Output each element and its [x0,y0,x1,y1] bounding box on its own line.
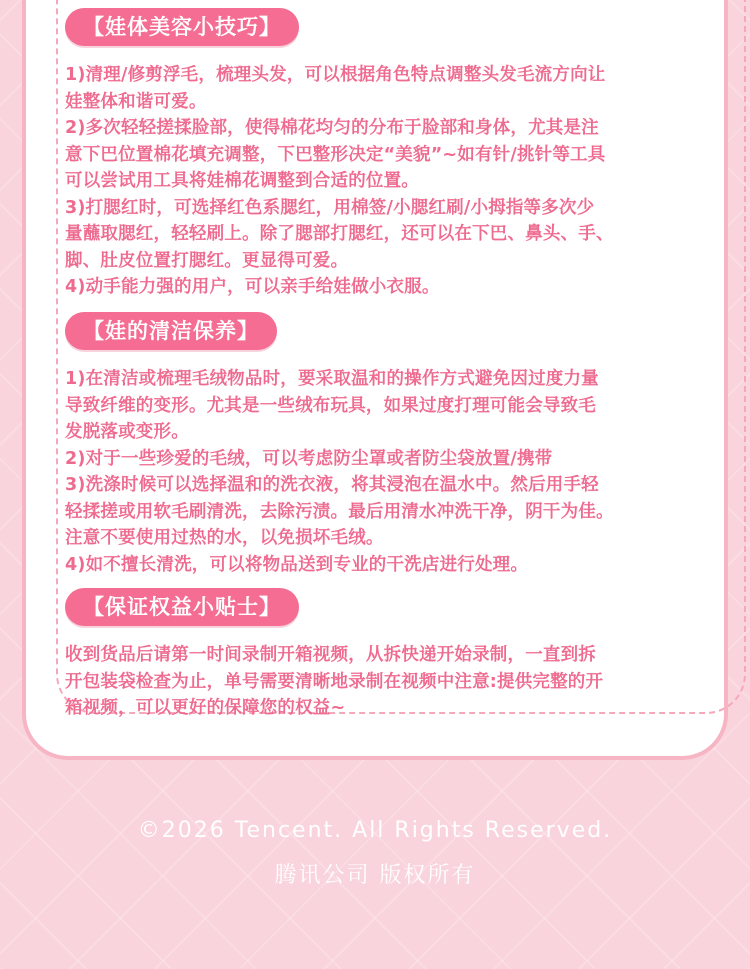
paragraph-line: 2)对于一些珍爱的毛绒，可以考虑防尘罩或者防尘袋放置/携带 [65,448,553,469]
paragraph-line: 可以尝试用工具将娃棉花调整到合适的位置。 [65,171,419,191]
paragraph-line: 导致纤维的变形。尤其是一些绒布玩具，如果过度打理可能会导致毛 [65,395,596,416]
paragraph-line: 注意不要使用过热的水，以免损坏毛绒。 [65,528,384,548]
paragraph-line: 箱视频，可以更好的保障您的权益~ [65,698,346,718]
paragraph-line: 开包装袋检查为止，单号需要清晰地录制在视频中注意:提供完整的开 [65,671,604,692]
footer-copyright: ©2026 Tencent. All Rights Reserved. [137,818,613,843]
footer-company: 腾讯公司 版权所有 [274,863,476,888]
paragraph-line: 3)打腮红时，可选择红色系腮红，用棉签/小腮红刷/小拇指等多次少 [65,197,595,218]
section-cleaning [65,312,705,578]
paragraph-line: 3)洗涤时候可以选择温和的洗衣液，将其浸泡在温水中。然后用手轻 [65,475,599,495]
paragraph-line: 轻揉搓或用软毛刷清洗，去除污渍。最后用清水冲洗干净，阴干为佳。 [65,501,614,522]
paragraph-line: 4)动手能力强的用户，可以亲手给娃做小衣服。 [65,277,440,297]
section-beauty-tips [65,8,705,301]
paragraph-line: 1)在清洁或梳理毛绒物品时，要采取温和的操作方式避免因过度力量 [65,369,599,389]
section-heading: 【娃的清洁保养】 [65,312,277,350]
section-heading: 【娃体美容小技巧】 [65,8,299,46]
paragraph-line: 意下巴位置棉花填充调整，下巴整形决定“美貌”~如有针/挑针等工具 [65,144,606,165]
section-heading: 【保证权益小贴士】 [65,588,299,626]
paragraph-line: 收到货品后请第一时间录制开箱视频，从拆快递开始录制，一直到拆 [65,645,596,665]
paragraph-line: 量蘸取腮红，轻轻刷上。除了腮部打腮红，还可以在下巴、鼻头、手、 [65,224,614,244]
paragraph-line: 发脱落或变形。 [65,422,189,442]
paragraph-line: 2)多次轻轻搓揉脸部，使得棉花均匀的分布于脸部和身体，尤其是注 [65,118,599,138]
section-rights-tips [65,588,705,722]
paragraph-line: 1)清理/修剪浮毛，梳理头发，可以根据角色特点调整头发毛流方向让 [65,65,606,85]
paragraph-line: 4)如不擅长清洗，可以将物品送到专业的干洗店进行处理。 [65,554,529,575]
paragraph-line: 娃整体和谐可爱。 [65,91,207,112]
paragraph-line: 脚、肚皮位置打腮红。更显得可爱。 [65,250,349,271]
